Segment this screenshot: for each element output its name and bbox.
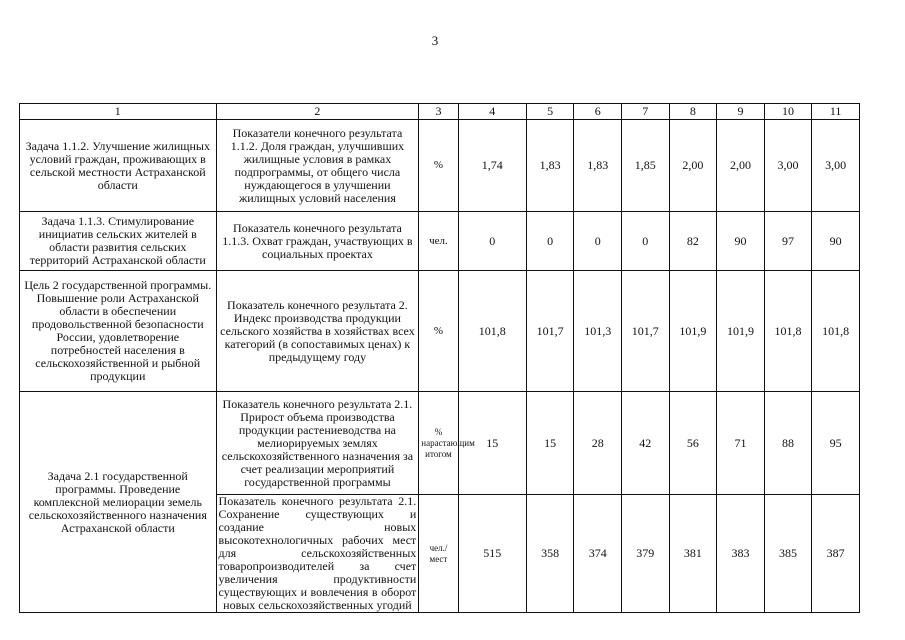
unit-cell: % (419, 271, 458, 392)
value-cell: 101,7 (622, 271, 670, 392)
value-cell: 90 (812, 212, 860, 271)
task-cell: Задача 2.1 государственной программы. Проведение комплексной мелиорации земель сельскохозяйственного назначения Астраханской области (20, 392, 217, 613)
column-header: 7 (622, 104, 670, 120)
unit-cell: чел./мест (419, 495, 458, 613)
value-cell: 383 (717, 495, 765, 613)
value-cell: 88 (764, 392, 812, 495)
indicator-cell: Показатель конечного результата 2. Индекс производства продукции сельского хозяйства в хозяйствах всех категорий (в сопоставимых ценах) к предыдущему году (216, 271, 419, 392)
value-cell: 1,83 (526, 120, 574, 212)
value-cell: 3,00 (812, 120, 860, 212)
value-cell: 3,00 (764, 120, 812, 212)
indicator-cell: Показатели конечного результата 1.1.2. Доля граждан, улучшивших жилищные условия в рамках подпрограммы, от общего числа нуждающегося в улучшении жилищных условий населения (216, 120, 419, 212)
unit-cell: % (419, 120, 458, 212)
value-cell: 0 (526, 212, 574, 271)
value-cell: 2,00 (669, 120, 717, 212)
table-row (20, 212, 860, 271)
column-header: 4 (458, 104, 526, 120)
column-header: 9 (717, 104, 765, 120)
value-cell: 379 (622, 495, 670, 613)
value-cell: 56 (669, 392, 717, 495)
unit-cell: чел. (419, 212, 458, 271)
indicator-cell: Показатель конечного результата 2.1. Прирост объема производства продукции растениеводства на мелиорируемых землях сельскохозяйственного назначения за счет реализации мероприятий государственной программы (216, 392, 419, 495)
column-header: 2 (216, 104, 419, 120)
value-cell: 0 (458, 212, 526, 271)
value-cell: 381 (669, 495, 717, 613)
unit-cell: % нарастающим итогом (419, 392, 458, 495)
value-cell: 0 (622, 212, 670, 271)
value-cell: 71 (717, 392, 765, 495)
value-cell: 95 (812, 392, 860, 495)
value-cell: 90 (717, 212, 765, 271)
table-row (20, 120, 860, 212)
header-row (20, 104, 860, 120)
value-cell: 28 (574, 392, 622, 495)
value-cell: 387 (812, 495, 860, 613)
value-cell: 101,3 (574, 271, 622, 392)
value-cell: 82 (669, 212, 717, 271)
value-cell: 374 (574, 495, 622, 613)
column-header: 3 (419, 104, 458, 120)
value-cell: 101,9 (669, 271, 717, 392)
indicators-table (19, 103, 860, 613)
value-cell: 97 (764, 212, 812, 271)
value-cell: 1,85 (622, 120, 670, 212)
value-cell: 42 (622, 392, 670, 495)
task-cell: Цель 2 государственной программы. Повышение роли Астраханской области в обеспечении продовольственной безопасности России, удовлетворение потребностей населения в сельскохозяйственной и рыбной продукции (20, 271, 217, 392)
column-header: 8 (669, 104, 717, 120)
value-cell: 15 (526, 392, 574, 495)
value-cell: 358 (526, 495, 574, 613)
table-row (20, 392, 860, 495)
value-cell: 101,8 (812, 271, 860, 392)
column-header: 10 (764, 104, 812, 120)
value-cell: 515 (458, 495, 526, 613)
column-header: 5 (526, 104, 574, 120)
value-cell: 385 (764, 495, 812, 613)
column-header: 1 (20, 104, 217, 120)
value-cell: 0 (574, 212, 622, 271)
column-header: 11 (812, 104, 860, 120)
column-header: 6 (574, 104, 622, 120)
task-cell: Задача 1.1.2. Улучшение жилищных условий граждан, проживающих в сельской местности Астраханской области (20, 120, 217, 212)
value-cell: 1,74 (458, 120, 526, 212)
indicator-cell: Показатель конечного результата 2.1. Сохранение существующих и создание новых высокотехнологичных рабочих мест для сельскохозяйственных товаропроизводителей за счет увеличения продуктивности существующих и вовлечения в оборот новых сельскохозяйственных угодий (216, 495, 419, 613)
value-cell: 101,8 (764, 271, 812, 392)
value-cell: 101,8 (458, 271, 526, 392)
value-cell: 15 (458, 392, 526, 495)
value-cell: 1,83 (574, 120, 622, 212)
value-cell: 101,9 (717, 271, 765, 392)
page-number: 3 (431, 33, 439, 48)
value-cell: 101,7 (526, 271, 574, 392)
task-cell: Задача 1.1.3. Стимулирование инициатив сельских жителей в области развития сельских территорий Астраханской области (20, 212, 217, 271)
table-row (20, 271, 860, 392)
indicator-cell: Показатель конечного результата 1.1.3. Охват граждан, участвующих в социальных проектах (216, 212, 419, 271)
value-cell: 2,00 (717, 120, 765, 212)
